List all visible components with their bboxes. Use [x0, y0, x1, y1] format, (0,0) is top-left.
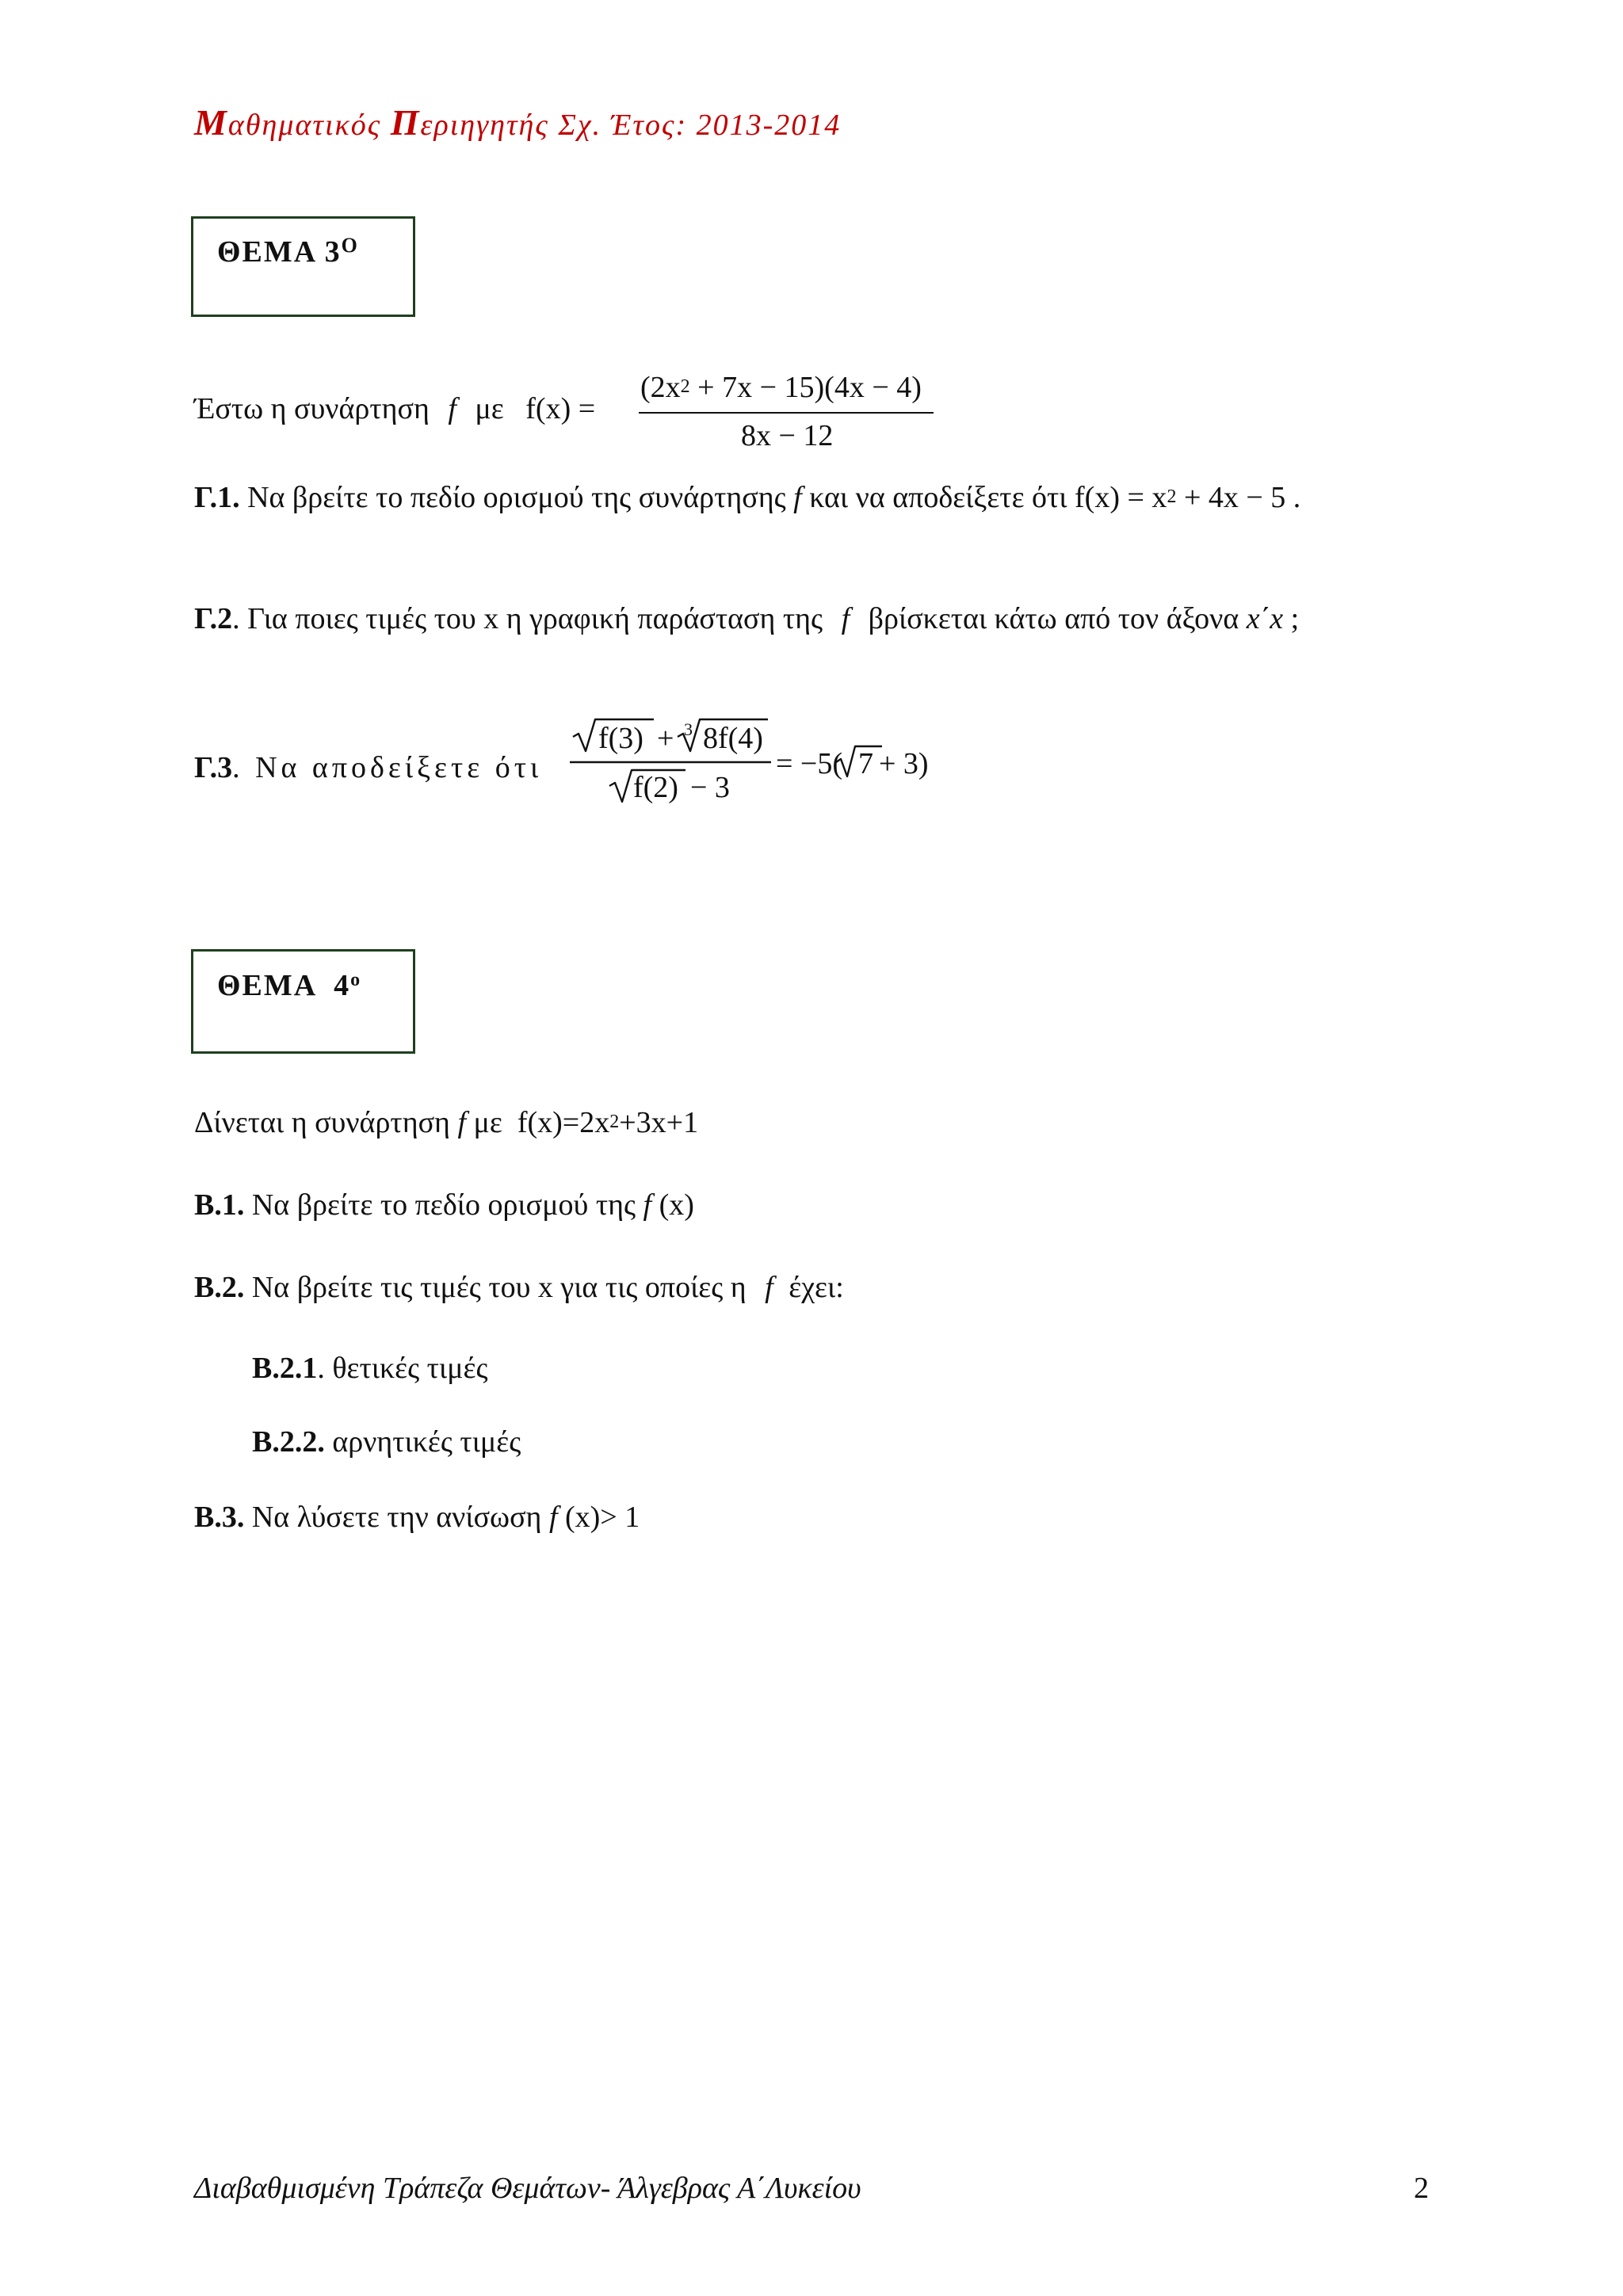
theme3-intro-fx: f(x) =	[525, 392, 596, 425]
b1-f: f	[643, 1188, 652, 1222]
theme4-intro-f: f	[457, 1106, 466, 1139]
b3-end: (x)> 1	[557, 1501, 640, 1534]
theme3-fraction-bar	[639, 412, 934, 414]
numerator-a: (2x	[640, 371, 681, 404]
b3-text: Να λύσετε την ανίσωση	[244, 1501, 549, 1534]
g2-axis: x΄x	[1246, 602, 1284, 635]
b1-end: (x)	[651, 1188, 694, 1222]
theme4-intro	[194, 1108, 698, 1138]
theme4-intro-2: με f(x)=2x	[466, 1106, 610, 1139]
g3-label: Γ.3	[194, 751, 233, 784]
g2-label: Γ.2	[194, 602, 233, 635]
g3-plus: +	[657, 722, 674, 755]
b2-f: f	[765, 1271, 773, 1304]
b21-text: . θετικές τιμές	[317, 1352, 488, 1385]
b3-label: Β.3.	[194, 1501, 245, 1534]
g2-text: . Για ποιες τιμές του x η γραφική παράσταση της	[232, 602, 831, 635]
theme4-title-sup: ο	[350, 970, 362, 990]
page-header	[194, 101, 841, 143]
g3-num2: 8f(4)	[703, 722, 763, 755]
header-word-1: αθηματικός	[227, 109, 391, 142]
page-number: 2	[1414, 2172, 1429, 2205]
g1-text: Να βρείτε το πεδίο ορισμού της συνάρτησης	[239, 481, 794, 514]
g3-den: f(2)	[633, 771, 678, 804]
g3-expression	[567, 713, 963, 816]
g3-num1: f(3)	[598, 722, 643, 755]
g3-seven: 7	[858, 747, 873, 780]
question-g3	[194, 753, 542, 783]
page-footer: Διαβαθμισμένη Τράπεζα Θεμάτων- Άλγεβρας Α΄Λυκείου	[194, 2172, 861, 2205]
question-g2	[194, 604, 1299, 634]
g1-text2: και να αποδείξετε ότι	[801, 481, 1075, 514]
theme3-intro-me: με	[475, 392, 504, 425]
b2-text: Να βρείτε τις τιμές του x για τις οποίες η	[244, 1271, 754, 1304]
g3-rhs-end: + 3)	[879, 747, 929, 780]
theme4-intro-sup: 2	[609, 1112, 620, 1132]
numerator-b: + 7x − 15)(4x − 4)	[689, 371, 922, 404]
b21-label: Β.2.1	[252, 1352, 318, 1385]
g1-eq-sup: 2	[1167, 486, 1177, 507]
b3-f: f	[548, 1501, 558, 1534]
b22-text: αρνητικές τιμές	[324, 1425, 521, 1459]
theme4-intro-text: Δίνεται η συνάρτηση	[194, 1106, 458, 1139]
g3-text: . Να αποδείξετε ότι	[232, 751, 543, 784]
g1-f: f	[793, 481, 802, 514]
g2-f: f	[841, 602, 850, 635]
question-g1	[194, 482, 1300, 513]
theme3-title-sup: Ο	[341, 234, 359, 257]
b2-label: Β.2.	[194, 1271, 245, 1304]
header-initial-p: Π	[390, 102, 421, 143]
g1-eq: f(x) = x	[1075, 481, 1167, 514]
theme3-title	[217, 235, 359, 269]
theme3-intro	[194, 394, 595, 424]
theme4-intro-3: +3x+1	[619, 1106, 699, 1139]
theme4-title	[217, 968, 361, 1003]
question-b3	[194, 1502, 640, 1532]
header-word-2: εριηγητής Σχ. Έτος: 2013-2014	[420, 109, 842, 142]
question-b2	[194, 1272, 844, 1302]
theme3-intro-text: Έστω η συνάρτηση	[194, 392, 430, 425]
g2-end: ;	[1283, 602, 1300, 635]
b2-end: έχει:	[781, 1271, 844, 1304]
numerator-sup: 2	[680, 376, 690, 397]
question-b1	[194, 1190, 694, 1220]
theme3-intro-f: f	[448, 392, 456, 425]
b1-label: Β.1.	[194, 1188, 245, 1222]
g3-rhs: = −5(	[776, 747, 843, 780]
g2-text2: βρίσκεται κάτω από τον άξονα	[861, 602, 1247, 635]
b22-label: Β.2.2.	[252, 1425, 325, 1459]
theme4-title-text: ΘΕΜΑ 4	[217, 969, 351, 1002]
b1-text: Να βρείτε το πεδίο ορισμού της	[244, 1188, 643, 1222]
g3-den-minus: − 3	[690, 771, 730, 804]
header-initial-m: Μ	[194, 102, 228, 143]
theme3-title-text: ΘΕΜΑ 3	[217, 235, 342, 269]
theme3-fraction-numerator	[640, 372, 922, 402]
question-b21	[252, 1353, 488, 1383]
question-b22	[252, 1427, 521, 1457]
g1-label: Γ.1.	[194, 481, 240, 514]
g3-index: 3	[684, 719, 693, 739]
g1-eq-rest: + 4x − 5 .	[1176, 481, 1301, 514]
theme3-fraction-denominator: 8x − 12	[741, 419, 834, 452]
